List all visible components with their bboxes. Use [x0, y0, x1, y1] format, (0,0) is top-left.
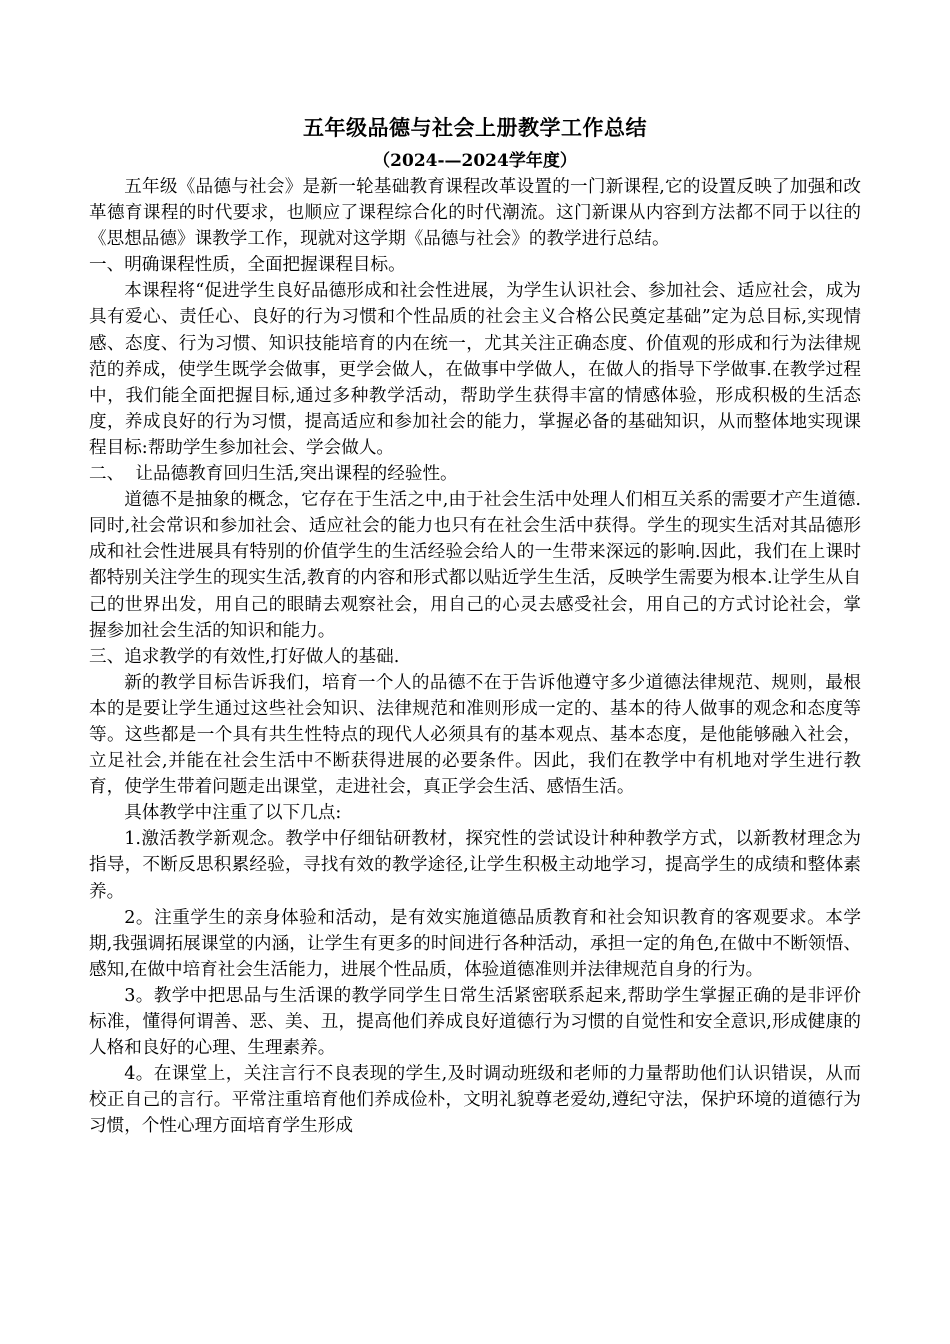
document-subtitle: （2024-—2024学年度） — [373, 151, 577, 171]
section-3-paragraph: 新的教学目标告诉我们，培育一个人的品德不在于告诉他遵守多少道德法律规范、规则，最根本的是要让学生通过这些社会知识、法律规范和准则形成一定的、基本的待人做事的观念和态度等等。这些都是一个具有共生性特点的现代人必须具有的基本观点、基本态度，是他能够融入社会，立足社会,并能在社会生活中不断获得进展的必要条件。因此，我们在教学中有机地对学生进行教育，使学生带着问题走出课堂，走进社会，真正学会生活、感悟生活。 — [89, 672, 861, 798]
point-1-paragraph: 1.激活教学新观念。教学中仔细钻研教材，探究性的尝试设计种种教学方式，以新教材理念为指导，不断反思积累经验，寻找有效的教学途径,让学生积极主动地学习，提高学生的成绩和整体素养。 — [89, 829, 861, 902]
section-2-paragraph: 道德不是抽象的概念，它存在于生活之中,由于社会生活中处理人们相互关系的需要才产生道德.同时,社会常识和参加社会、适应社会的能力也只有在社会生活中获得。学生的现实生活对其品德形成和社会性进展具有特别的价值学生的生活经验会给人的一生带来深远的影响.因此，我们在上课时都特别关注学生的现实生活,教育的内容和形式都以贴近学生生活，反映学生需要为根本.让学生从自己的世界出发，用自己的眼睛去观察社会，用自己的心灵去感受社会，用自己的方式讨论社会，掌握参加社会生活的知识和能力。 — [89, 490, 861, 641]
point-3-paragraph: 3。教学中把思品与生活课的教学同学生日常生活紧密联系起来,帮助学生掌握正确的是非评价标准，懂得何谓善、恶、美、丑，提高他们养成良好道德行为习惯的自觉性和安全意识,形成健康的人格和良好的心理、生理素养。 — [89, 985, 861, 1059]
section-3-heading: 三、追求教学的有效性,打好做人的基础. — [89, 646, 400, 667]
intro-paragraph: 五年级《品德与社会》是新一轮基础教育课程改革设置的一门新课程,它的设置反映了加强和改革德育课程的时代要求，也顺应了课程综合化的时代潮流。这门新课从内容到方法都不同于以往的《思想品德》课教学工作，现就对这学期《品德与社会》的教学进行总结。 — [89, 177, 861, 250]
section-1-heading: 一、明确课程性质，全面把握课程目标。 — [89, 255, 406, 276]
point-4-paragraph: 4。在课堂上，关注言行不良表现的学生,及时调动班级和老师的力量帮助他们认识错误，从而校正自己的言行。平常注重培育他们养成俭朴，文明礼貌尊老爱幼,遵纪守法，保护环境的道德行为习惯，个性心理方面培育学生形成 — [89, 1064, 861, 1137]
document-title: 五年级品德与社会上册教学工作总结 — [303, 115, 647, 140]
document-page — [89, 108, 861, 1139]
points-intro: 具体教学中注重了以下几点: — [124, 803, 342, 824]
section-1-paragraph: 本课程将“促进学生良好品德形成和社会性进展，为学生认识社会、参加社会、适应社会，成为具有爱心、责任心、良好的行为习惯和个性品质的社会主义合格公民奠定基础”定为总目标,实现情感、态度、行为习惯、知识技能培育的内在统一，尤其关注正确态度、价值观的形成和行为法律规范的养成，使学生既学会做事，更学会做人，在做事中学做人，在做人的指导下学做事.在教学过程中，我们能全面把握目标,通过多种教学活动，帮助学生获得丰富的情感体验，形成积极的生活态度，养成良好的行为习惯，提高适应和参加社会的能力，掌握必备的基础知识，从而整体地实现课程目标:帮助学生参加社会、学会做人。 — [89, 281, 861, 458]
point-2-paragraph: 2。注重学生的亲身体验和活动，是有效实施道德品质教育和社会知识教育的客观要求。本学期,我强调拓展课堂的内涵，让学生有更多的时间进行各种活动，承担一定的角色,在做中不断领悟、感知,在做中培育社会生活能力，进展个性品质，体验道德准则并法律规范自身的行为。 — [89, 907, 861, 980]
section-2-heading: 二、 让品德教育回归生活,突出课程的经验性。 — [89, 464, 458, 485]
